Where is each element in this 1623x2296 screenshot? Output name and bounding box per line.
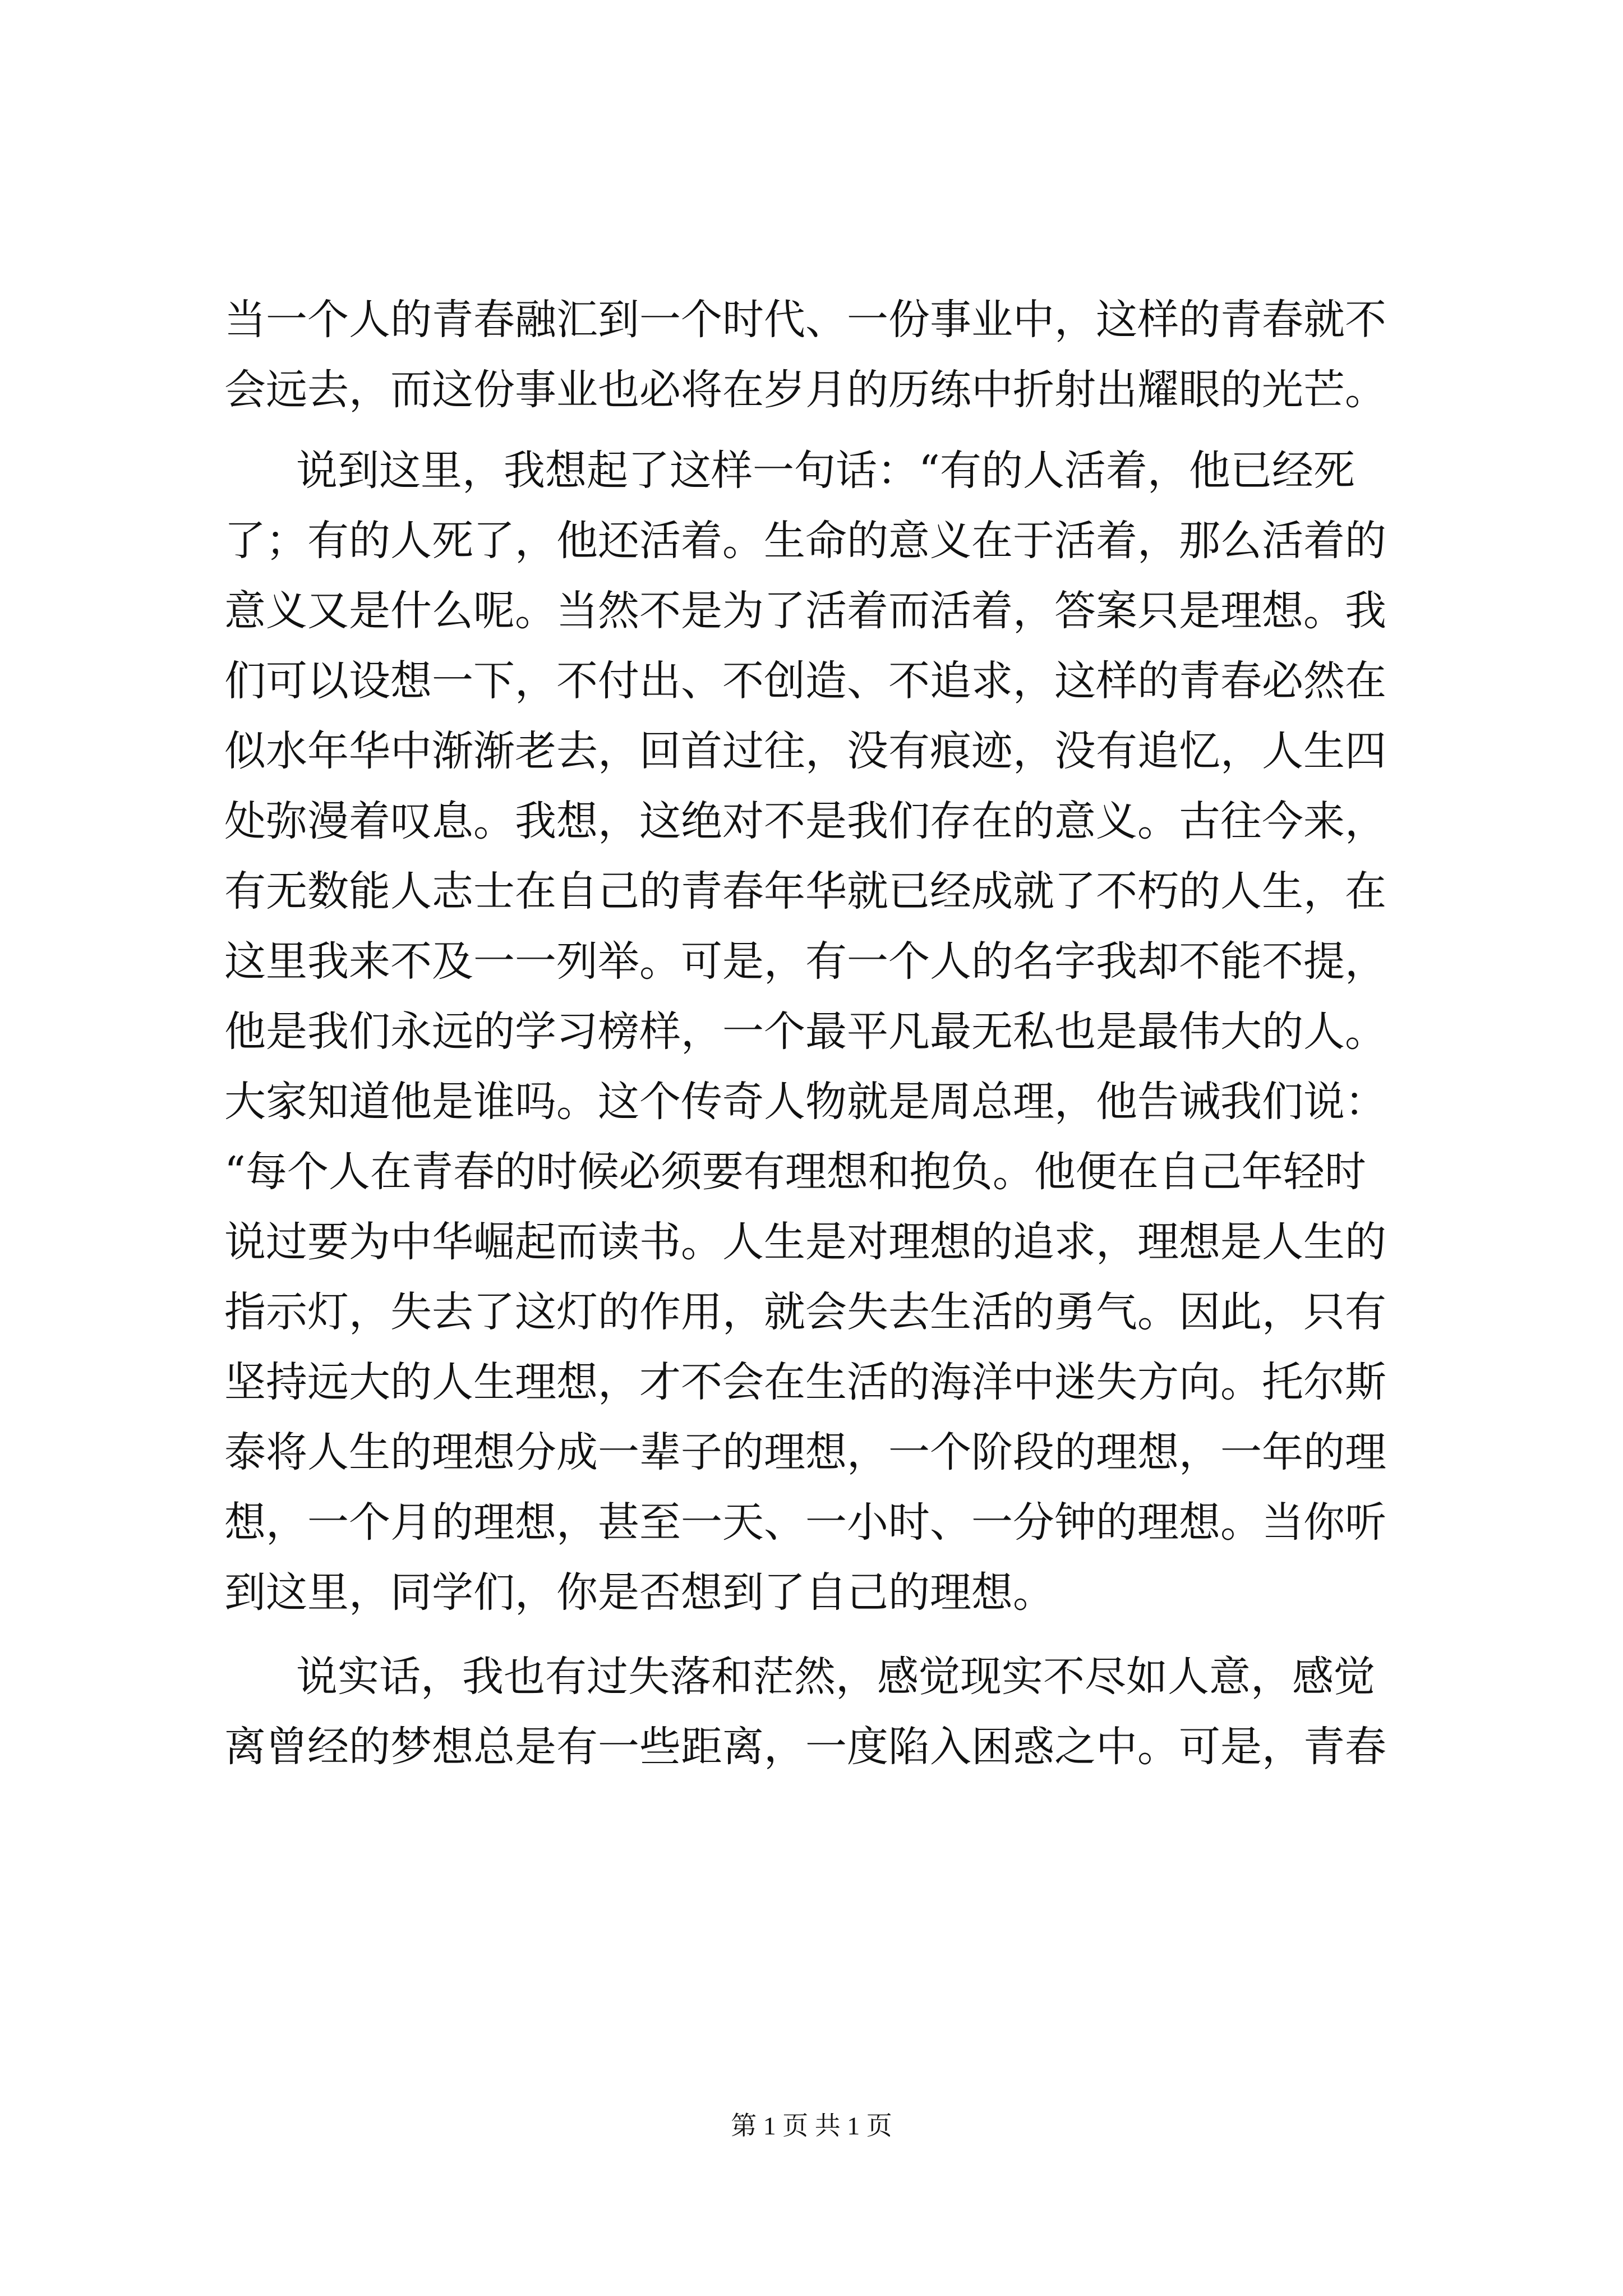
text-line: 离曾经的梦想总是有一些距离，一度陷入困惑之中。可是，青春 (224, 1723, 1386, 1771)
text-line: 意义又是什么呢。当然不是为了活着而活着，答案只是理想。我 (224, 587, 1386, 635)
text-line: 想，一个月的理想，甚至一天、一小时、一分钟的理想。当你听 (224, 1498, 1386, 1547)
text-line: 大家知道他是谁吗。这个传奇人物就是周总理，他告诫我们说： (224, 1078, 1386, 1126)
text-line: 处弥漫着叹息。我想，这绝对不是我们存在的意义。古往今来， (224, 797, 1386, 845)
text-line: 这里我来不及一一列举。可是，有一个人的名字我却不能不提， (224, 937, 1386, 986)
text-line: 似水年华中渐渐老去，回首过往，没有痕迹，没有追忆，人生四 (224, 727, 1386, 775)
text-line: 当一个人的青春融汇到一个时代、一份事业中，这样的青春就不 (224, 296, 1386, 344)
text-line: 到这里，同学们，你是否想到了自己的理想。 (224, 1568, 1054, 1617)
text-line: 他是我们永远的学习榜样，一个最平凡最无私也是最伟大的人。 (224, 1007, 1386, 1056)
text-line: “每个人在青春的时候必须要有理想和抱负。他便在自己年轻时 (224, 1148, 1366, 1196)
text-line: 会远去，而这份事业也必将在岁月的历练中折射出耀眼的光芒。 (224, 366, 1386, 414)
text-line: 有无数能人志士在自己的青春年华就已经成就了不朽的人生，在 (224, 867, 1386, 915)
text-line: 们可以设想一下，不付出、不创造、不追求，这样的青春必然在 (224, 657, 1386, 705)
text-line: 说过要为中华崛起而读书。人生是对理想的追求，理想是人生的 (224, 1218, 1386, 1266)
text-line: 坚持远大的人生理想，才不会在生活的海洋中迷失方向。托尔斯 (224, 1358, 1386, 1406)
text-line: 指示灯，失去了这灯的作用，就会失去生活的勇气。因此，只有 (224, 1288, 1386, 1336)
page-footer: 第 1 页 共 1 页 (731, 2111, 892, 2140)
text-line: 泰将人生的理想分成一辈子的理想，一个阶段的理想，一年的理 (224, 1428, 1386, 1476)
paragraph-first-line: 说实话，我也有过失落和茫然，感觉现实不尽如人意，感觉 (296, 1653, 1375, 1701)
paragraph-first-line: 说到这里，我想起了这样一句话：“有的人活着，他已经死 (296, 447, 1355, 495)
text-line: 了；有的人死了，他还活着。生命的意义在于活着，那么活着的 (224, 517, 1386, 565)
